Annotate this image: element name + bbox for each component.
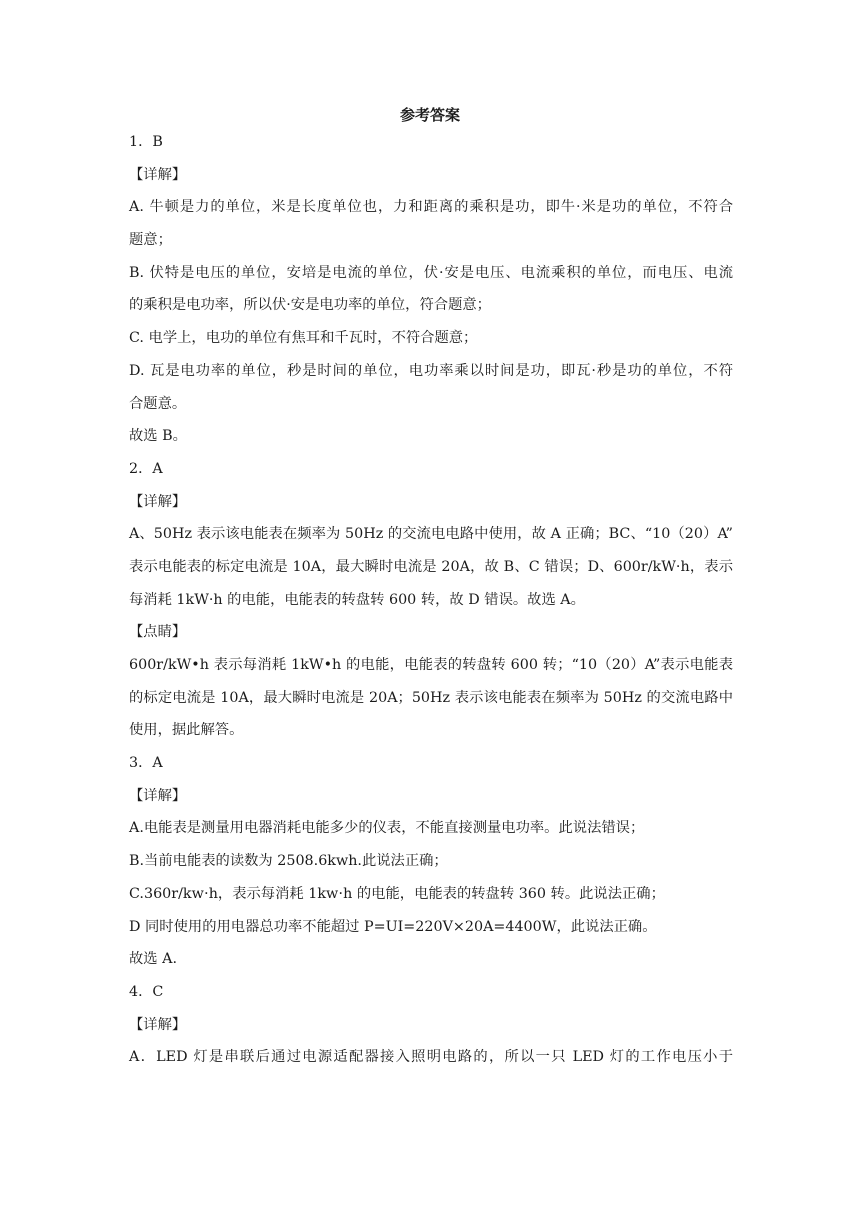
question-3-option-d: D 同时使用的用电器总功率不能超过 P=UI=220V×20A=4400W，此说法正确。 <box>129 918 657 935</box>
answer-content <box>129 132 733 1080</box>
question-4-detail-heading: 【详解】 <box>129 1016 187 1033</box>
question-3-option-b: B.当前电能表的读数为 2508.6kwh.此说法正确； <box>129 853 448 870</box>
question-1-option-a-line-2: 题意； <box>129 232 172 249</box>
question-2-comment-line-2: 的标定电流是 10A，最大瞬时电流是 20A；50Hz 表示该电能表在频率为 50Hz 的交流电路中 <box>129 689 733 706</box>
question-2-number: 2．A <box>129 460 163 477</box>
question-2-comment-line-3: 使用，据此解答。 <box>129 722 244 739</box>
question-3-option-a: A.电能表是测量用电器消耗电能多少的仪表，不能直接测量电功率。此说法错误； <box>129 820 645 837</box>
question-3-detail-heading: 【详解】 <box>129 787 187 804</box>
question-1-option-a-line-1: A. 牛顿是力的单位，米是长度单位也，力和距离的乘积是功，即牛·米是功的单位，不符合 <box>129 199 733 216</box>
question-2-comment-line-1: 600r/kW•h 表示每消耗 1kW•h 的电能，电能表的转盘转 600 转；“10（20）A”表示电能表 <box>129 657 733 673</box>
question-4-option-a-line-1: A．LED 灯是串联后通过电源适配器接入照明电路的，所以一只 LED 灯的工作电压小于 <box>129 1049 733 1066</box>
question-1-option-d-line-1: D. 瓦是电功率的单位，秒是时间的单位，电功率乘以时间是功，即瓦·秒是功的单位，不符 <box>129 362 733 379</box>
question-2-comment-heading: 【点睛】 <box>129 624 187 641</box>
page-title: 参考答案 <box>399 106 460 124</box>
question-4-number: 4．C <box>129 983 164 1000</box>
question-1-option-b-line-2: 的乘积是电功率，所以伏·安是电功率的单位，符合题意； <box>129 297 491 314</box>
question-3-number: 3．A <box>129 755 163 772</box>
question-3-option-c: C.360r/kw⋅h，表示每消耗 1kw⋅h 的电能，电能表的转盘转 360 转。此说法正确； <box>129 885 665 902</box>
question-1-detail-heading: 【详解】 <box>129 166 187 183</box>
question-1-number: 1．B <box>129 134 163 150</box>
question-1-conclusion: 故选 B。 <box>129 428 187 445</box>
question-1-option-c: C. 电学上，电功的单位有焦耳和千瓦时，不符合题意； <box>129 330 478 347</box>
question-2-detail-line-1: A、50Hz 表示该电能表在频率为 50Hz 的交流电电路中使用，故 A 正确；BC、“10（20）A” <box>129 526 733 543</box>
question-2-detail-heading: 【详解】 <box>129 493 187 510</box>
question-1-option-b-line-1: B. 伏特是电压的单位，安培是电流的单位，伏·安是电压、电流乘积的单位，而电压、电流 <box>129 264 733 281</box>
question-1-option-d-line-2: 合题意。 <box>129 395 187 412</box>
question-2-detail-line-2: 表示电能表的标定电流是 10A，最大瞬时电流是 20A，故 B、C 错误；D、600r/kW·h，表示 <box>129 558 733 575</box>
question-2-detail-line-3: 每消耗 1kW·h 的电能，电能表的转盘转 600 转，故 D 错误。故选 A。 <box>129 591 585 608</box>
question-3-conclusion: 故选 A. <box>129 951 178 968</box>
